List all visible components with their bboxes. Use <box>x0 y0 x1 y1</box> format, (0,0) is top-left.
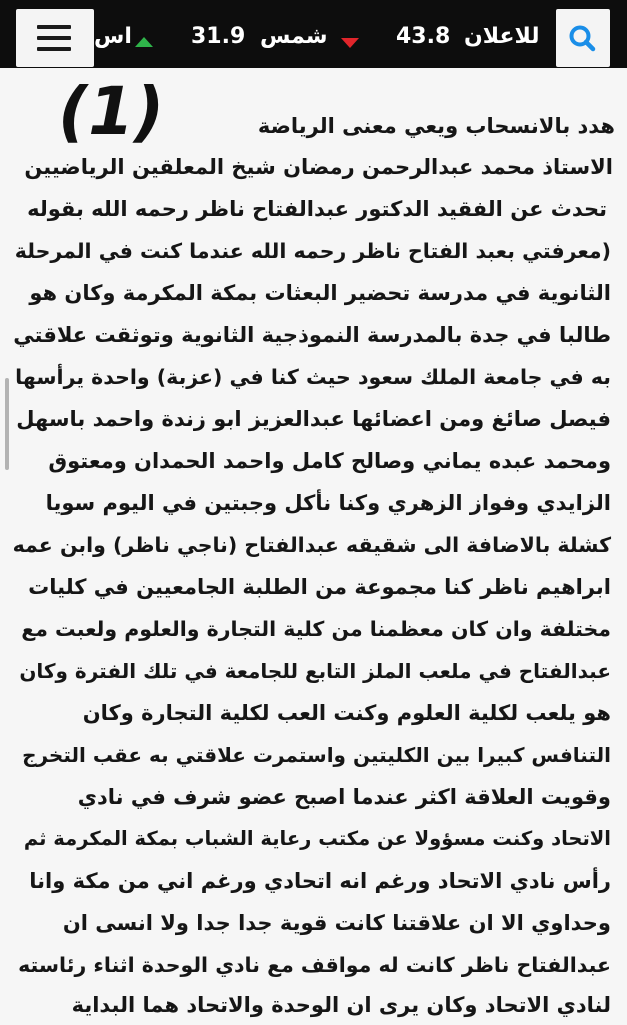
arrow-up-icon <box>135 37 153 47</box>
article-line: الثانوية في مدرسة تحضير البعثات بمكة المكرمة وكان هو <box>29 281 611 305</box>
article-line: فيصل صائغ ومن اعضائها عبدالعزيز ابو زندة واحمد باسهل <box>16 407 611 431</box>
article-line: عبدالفتاح في ملعب الملز التابع للجامعة في تلك الفترة وكان <box>19 659 611 683</box>
article-line: به في جامعة الملك سعود حيث كنا في (عزبة) واحدة يرأسها <box>15 365 611 389</box>
article-line: وقويت العلاقة اكثر عندما اصبح عضو شرف في نادي <box>77 785 611 809</box>
menu-button[interactable] <box>16 9 94 67</box>
article-line: عبدالفتاح ناظر كانت له مواقف مع نادي الوحدة اثناء رئاسته <box>18 953 611 977</box>
article-line: ابراهيم ناظر كنا مجموعة من الطلبة الجامعيين في كليات <box>28 575 611 599</box>
market-ticker <box>94 16 556 60</box>
article-line: (معرفتي بعبد الفتاح ناظر رحمه الله عندما كنت في المرحلة <box>14 239 611 263</box>
search-icon <box>556 9 610 67</box>
article-line: الاتحاد وكنت مسؤولا عن مكتب رعاية الشباب بمكة المكرمة ثم <box>23 827 611 850</box>
article-line: كشلة بالاضافة الى شقيقه عبدالفتاح (ناجي ناظر) وابن عمه <box>12 533 611 557</box>
arrow-down-icon <box>341 38 359 48</box>
article-line: الاستاذ محمد عبدالرحمن رمضان شيخ المعلقين الرياضيين <box>24 155 613 179</box>
article-line: هدد بالانسحاب ويعي معنى الرياضة <box>257 114 615 138</box>
article-line: تحدث عن الفقيد الدكتور عبدالفتاح ناظر رحمه الله بقوله <box>27 197 607 221</box>
ticker-label-2: شمس <box>260 24 328 49</box>
article-line: مختلفة وان كان معظمنا من كلية التجارة والعلوم ولعبت مع <box>21 617 611 641</box>
top-bar <box>0 0 627 68</box>
article-line: رأس نادي الاتحاد ورغم انه اتحادي ورغم اني من مكة وانا <box>29 869 611 893</box>
article-line: ومحمد عبده يماني وصالح كامل واحمد الحمدان ومعتوق <box>48 449 611 473</box>
ticker-value-2: 31.9 <box>191 24 246 49</box>
article-line: لنادي الاتحاد وكان يرى ان الوحدة والاتحاد هما البداية <box>71 993 611 1017</box>
ticker-label-3: اس <box>94 24 132 49</box>
article-line: طالبا في جدة بالمدرسة النموذجية الثانوية وتوثقت علاقتي <box>13 323 611 347</box>
article-line: الزايدي وفواز الزهري وكنا نأكل وجبتين في اليوم سويا <box>45 491 611 515</box>
article-line: وحداوي الا ان علاقتنا كانت قوية جدا جدا ولا انسى ان <box>62 911 611 935</box>
page-number: (1) <box>58 73 165 150</box>
ticker-label-1: للاعلان <box>464 24 540 49</box>
ticker-value-1: 43.8 <box>396 24 451 49</box>
search-button[interactable] <box>556 9 610 67</box>
article-line: التنافس كبيرا بين الكليتين واستمرت علاقتي به عقب التخرج <box>22 743 611 767</box>
article-line: هو يلعب لكلية العلوم وكنت العب لكلية التجارة وكان <box>82 701 611 725</box>
scrollbar-thumb[interactable] <box>5 378 9 470</box>
